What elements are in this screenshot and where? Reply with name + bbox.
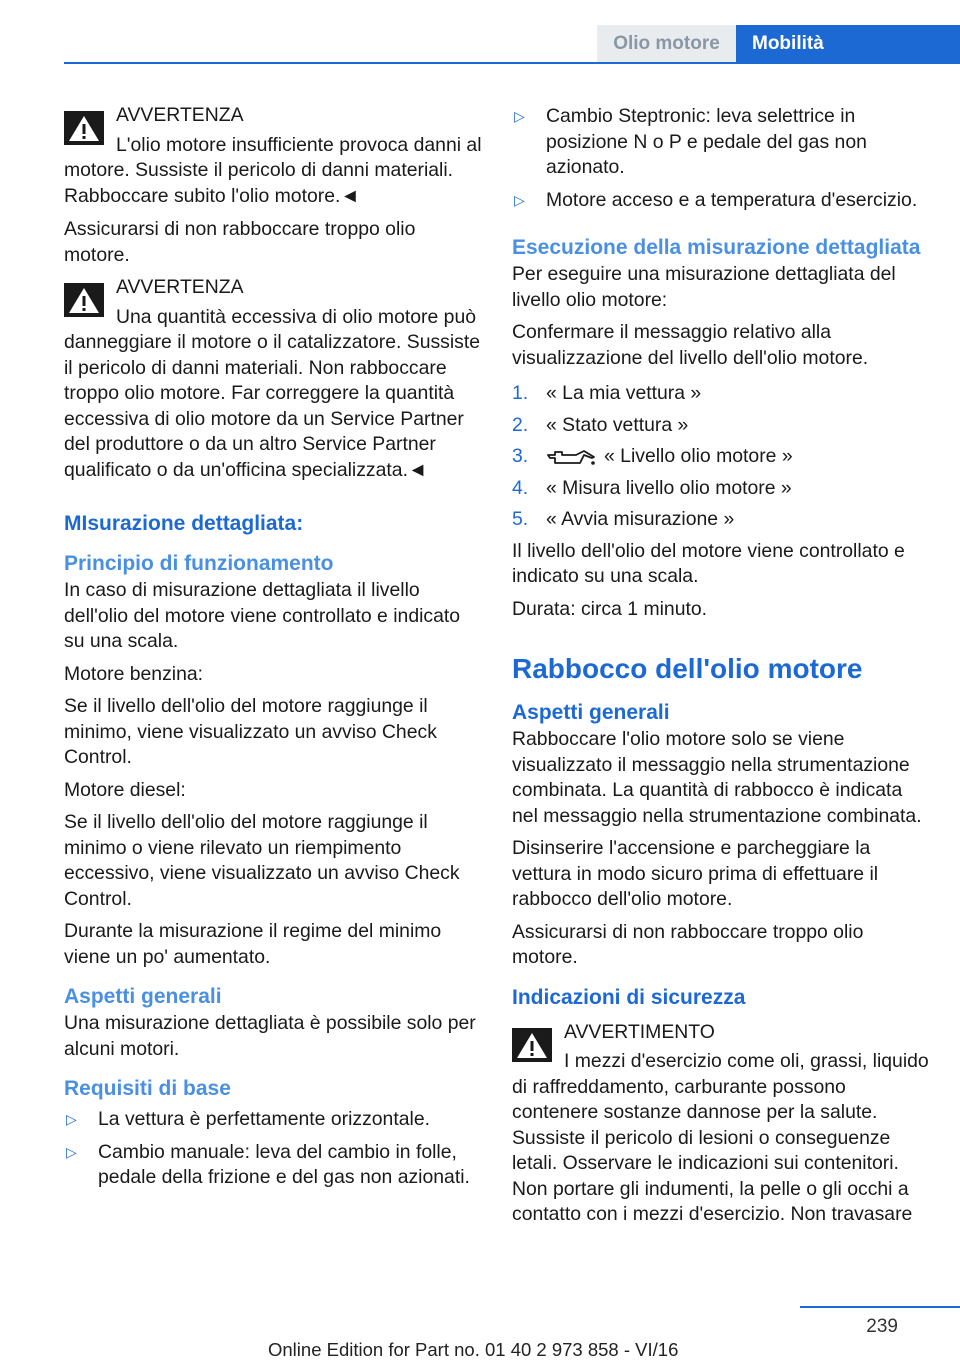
subsection-heading: Esecuzione della misurazione dettagliata <box>512 236 921 259</box>
list-item: 3. « Livello olio motore » <box>512 445 793 467</box>
paragraph: Confermare il messaggio relativo alla visualizzazione del livello dell'olio motore. <box>512 321 869 369</box>
list-item: 1. « La mia vettura » <box>512 382 702 404</box>
paragraph: Rabboccare l'olio motore solo se viene visualizzato il messaggio nella strumentazione combinata. La quantità di rabbocco è indicata nel messaggio nella strumentazione combinata. <box>512 728 922 827</box>
warning-triangle-icon <box>64 111 104 145</box>
warning-title: AVVERTENZA <box>116 104 244 126</box>
warning-text: Una quantità eccessiva di olio motore può danneggiare il motore o il catalizzatore. Sussiste il pericolo di danni materiali. Non rabboccare troppo olio motore. Far correggere la quantità eccessiva di olio motore da un Service Partner del produttore o da un altro Service Partner qualificato o da un'officina specializzata.◄ <box>64 305 481 481</box>
list-item: 2. « Stato vettura » <box>512 413 689 436</box>
list-item: ▷ Motore acceso e a temperatura d'esercizio. <box>512 188 932 214</box>
warning-triangle-icon <box>512 1028 552 1062</box>
triangle-bullet-icon: ▷ <box>66 1143 77 1160</box>
paragraph: Durata: circa 1 minuto. <box>512 597 708 620</box>
header-tabs <box>597 25 960 62</box>
warning-title: AVVERTIMENTO <box>564 1020 715 1043</box>
triangle-bullet-icon: ▷ <box>66 1111 77 1127</box>
paragraph: Motore diesel: <box>64 778 186 801</box>
steps-list <box>512 381 932 533</box>
warning-title: AVVERTENZA <box>116 276 244 298</box>
warning-text: I mezzi d'esercizio come oli, grassi, liquido di raffreddamento, carburante possono contenere sostanze dannose per la salute. Sussiste il pericolo di lesioni o conseguenze letali. Osservare le indicazioni sui contenitori. Non portare gli indumenti, la pelle o gli occhi a contatto con i mezzi d'esercizio. Non travasare <box>512 1050 929 1225</box>
right-column <box>512 100 932 1236</box>
paragraph: Per eseguire una misurazione dettagliata del livello olio motore: <box>512 263 896 311</box>
paragraph: Se il livello dell'olio del motore raggiunge il minimo, viene visualizzato un avviso Check Control. <box>64 695 437 768</box>
paragraph: Se il livello dell'olio del motore raggiunge il minimo o viene rilevato un riempimento eccessivo, viene visualizzato un avviso Check Control. <box>64 811 460 910</box>
list-item: ▷ La vettura è perfettamente orizzontale. <box>64 1107 482 1133</box>
warning-block <box>64 275 482 483</box>
list-item: ▷ Cambio Steptronic: leva selettrice in posizione N o P e pedale del gas non azionato. <box>514 105 867 178</box>
subsection-heading: Aspetti generali <box>512 701 670 724</box>
subsection-heading: Indicazioni di sicurezza <box>512 985 746 1009</box>
paragraph: Motore benzina: <box>64 662 204 685</box>
left-column <box>64 100 482 1198</box>
list-item: 4. « Misura livello olio motore » <box>512 476 792 499</box>
paragraph: In caso di misurazione dettagliata il livello dell'olio del motore viene controllato e indicato su una scala. <box>64 579 461 652</box>
requirements-list <box>64 1107 482 1191</box>
footer-rule <box>800 1306 960 1308</box>
paragraph: Una misurazione dettagliata è possibile solo per alcuni motori. <box>64 1012 476 1060</box>
paragraph: Assicurarsi di non rabboccare troppo olio motore. <box>64 218 416 266</box>
paragraph: Durante la misurazione il regime del minimo viene un po' aumentato. <box>64 920 442 968</box>
requirements-list <box>512 104 932 213</box>
edition-note: Online Edition for Part no. 01 40 2 973 858 - VI/16 <box>268 1339 679 1360</box>
header-rule <box>64 62 960 64</box>
paragraph: Disinserire l'accensione e parcheggiare la vettura in modo sicuro prima di effettuare il rabbocco dell'olio motore. <box>512 837 879 910</box>
page-number: 239 <box>866 1316 898 1337</box>
paragraph: Assicurarsi di non rabboccare troppo olio motore. <box>512 920 864 968</box>
paragraph: Il livello dell'olio del motore viene controllato e indicato su una scala. <box>512 539 905 587</box>
tab-chapter: Mobilità <box>736 25 960 62</box>
list-item: 5. « Avvia misurazione » <box>512 508 735 530</box>
subsection-heading: Principio di funzionamento <box>64 552 334 575</box>
section-heading: MIsurazione dettagliata: <box>64 512 304 535</box>
warning-block <box>512 1020 932 1228</box>
warning-block <box>64 103 482 209</box>
list-item: ▷ Cambio manuale: leva del cambio in folle, pedale della frizione e del gas non azionati. <box>66 1140 470 1188</box>
tab-section: Olio motore <box>597 25 736 62</box>
warning-triangle-icon <box>64 283 104 317</box>
oil-can-icon <box>546 448 598 466</box>
warning-text: L'olio motore insufficiente provoca danni al motore. Sussiste il pericolo di danni materiali. Rabboccare subito l'olio motore.◄ <box>64 133 482 207</box>
subsection-heading: Requisiti di base <box>64 1077 231 1100</box>
subsection-heading: Aspetti generali <box>64 985 222 1008</box>
chapter-heading: Rabbocco dell'olio motore <box>512 653 863 684</box>
triangle-bullet-icon: ▷ <box>514 191 525 208</box>
triangle-bullet-icon: ▷ <box>514 108 525 124</box>
